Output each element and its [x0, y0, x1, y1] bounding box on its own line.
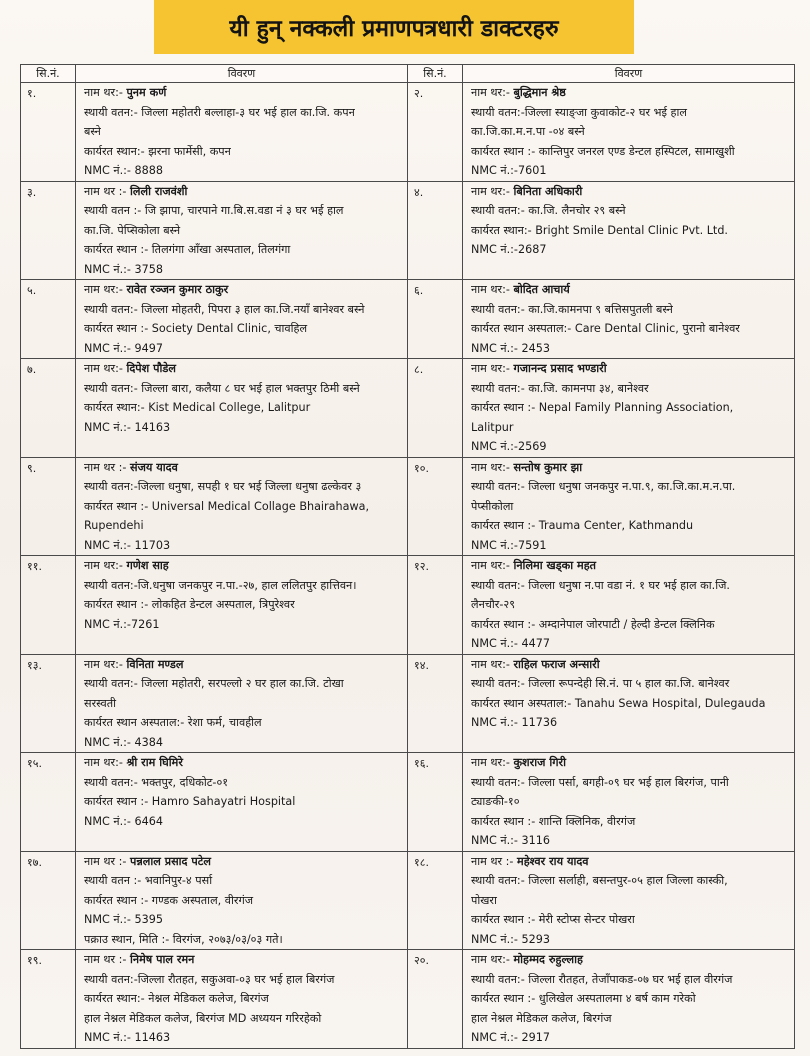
detail-line: कार्यरत स्थान :- Universal Medical Collage Bhairahawa, [84, 499, 370, 513]
doctor-detail [76, 851, 408, 950]
doctor-detail [463, 851, 795, 950]
name-line [471, 655, 790, 675]
doctor-detail [76, 654, 408, 753]
name-line [84, 280, 403, 300]
detail-line: कार्यरत स्थान:- Bright Smile Dental Clinic Pvt. Ltd. [471, 223, 728, 237]
table-row [21, 280, 795, 359]
detail-line: NMC नं.:-2687 [471, 243, 547, 256]
detail-line: NMC नं.:-7601 [471, 164, 547, 177]
detail-line: स्थायी वतन:-जि.धनुषा जनकपुर न.पा.-२७, हाल ललितपुर हात्तिवन। [84, 578, 357, 592]
doctor-name: श्री राम घिमिरे [126, 756, 183, 769]
doctor-name: पुनम कर्ण [126, 86, 167, 99]
doctor-name: रावेत रञ्जन कुमार ठाकुर [126, 283, 229, 296]
doctor-name: संजय यादव [130, 460, 178, 474]
name-line [84, 655, 403, 675]
column-header-detail: विवरण [76, 65, 408, 83]
doctor-name: बिनिता अधिकारी [513, 184, 583, 198]
title-banner [154, 0, 634, 54]
name-label: नाम थर:- [471, 657, 510, 671]
page-title: यी हुन् नक्कली प्रमाणपत्रधारी डाक्टरहरु [229, 16, 559, 42]
detail-line: हाल नेश्नल मेडिकल कलेज, बिरगंज MD अध्ययन गरिरहेको [84, 1011, 322, 1025]
detail-line: स्थायी वतन:- भक्तपुर, दधिकोट-०१ [84, 775, 229, 789]
doctor-detail [463, 753, 795, 852]
name-label: नाम थर:- [471, 184, 510, 198]
detail-line: स्थायी वतन:- जिल्ला मोहतरी, पिपरा ३ हाल का.जि.नयाँ बानेश्वर बस्ने [84, 302, 365, 316]
name-label: नाम थर:- [84, 657, 123, 671]
name-label: नाम थर :- [84, 854, 127, 868]
name-label: नाम थर:- [471, 460, 510, 474]
name-label: नाम थर:- [471, 362, 510, 375]
doctor-table [20, 64, 795, 1049]
doctor-name: सन्तोष कुमार झा [513, 460, 583, 474]
table-row [21, 556, 795, 655]
doctor-detail [76, 753, 408, 852]
detail-line: NMC नं.:-7591 [471, 538, 547, 552]
table-header-row [21, 65, 795, 83]
serial-number: १०. [408, 457, 463, 556]
serial-number: ९. [21, 457, 76, 556]
name-line [84, 556, 403, 576]
name-label: नाम थर:- [84, 86, 123, 99]
table-row [21, 950, 795, 1049]
serial-number: २०. [408, 950, 463, 1049]
detail-line: NMC नं.:- 5293 [471, 932, 550, 946]
doctor-name: विनिता मण्डल [126, 657, 184, 671]
detail-line: सरस्वती [84, 696, 116, 710]
doctor-detail [463, 83, 795, 182]
detail-line: NMC नं.:- 9497 [84, 341, 163, 355]
detail-line: हाल नेश्नल मेडिकल कलेज, बिरगंज [471, 1011, 612, 1025]
serial-number: १३. [21, 654, 76, 753]
name-label: नाम थर :- [84, 460, 127, 474]
doctor-detail [76, 950, 408, 1049]
name-line [471, 280, 790, 300]
detail-line: NMC नं.:- 8888 [84, 164, 163, 177]
serial-number: १२. [408, 556, 463, 655]
detail-line: कार्यरत स्थान :- शान्ति क्लिनिक, वीरगंज [471, 814, 636, 828]
serial-number: १९. [21, 950, 76, 1049]
detail-line: स्थायी वतन:- का.जि.कामनपा ९ बत्तिसपुतली बस्ने [471, 302, 673, 316]
name-line [84, 458, 403, 478]
name-label: नाम थर:- [471, 283, 510, 296]
detail-line: NMC नं.:- 2917 [471, 1031, 550, 1044]
name-label: नाम थर :- [84, 184, 127, 198]
detail-line: स्थायी वतन:-जिल्ला स्याङ्जा कुवाकोट-२ घर भई हाल [471, 105, 687, 119]
doctor-detail [76, 181, 408, 280]
name-label: नाम थर:- [471, 756, 510, 769]
doctor-detail [463, 950, 795, 1049]
name-label: नाम थर:- [471, 559, 510, 572]
serial-number: ८. [408, 359, 463, 458]
detail-line: स्थायी वतन:- जिल्ला महोतरी बल्लाहा-३ घर भई हाल का.जि. कपन [84, 105, 355, 119]
serial-number: १८. [408, 851, 463, 950]
detail-line: ट्याङकी-१० [471, 795, 520, 808]
detail-line: स्थायी वतन:-जिल्ला रौतहत, सकुअवा-०३ घर भई हाल बिरगंज [84, 972, 335, 986]
detail-line: स्थायी वतन:-जिल्ला धनुषा, सपही १ घर भई जिल्ला धनुषा ढल्केवर ३ [84, 480, 362, 493]
doctor-name: कुशराज गिरी [513, 756, 566, 769]
doctor-name: गजानन्द प्रसाद भण्डारी [513, 362, 607, 375]
name-label: नाम थर:- [84, 283, 123, 296]
table-row [21, 457, 795, 556]
detail-line: लैनचौर-२९ [471, 598, 516, 611]
detail-line: कार्यरत स्थान :- मेरी स्टोप्स सेन्टर पोखरा [471, 913, 635, 926]
doctor-detail [463, 556, 795, 655]
detail-line: कार्यरत स्थान:- नेश्नल मेडिकल कलेज, बिरगंज [84, 992, 269, 1005]
serial-number: १६. [408, 753, 463, 852]
detail-line: NMC नं.:- 11463 [84, 1031, 171, 1044]
serial-number: ११. [21, 556, 76, 655]
detail-line: NMC नं.:- 5395 [84, 913, 163, 926]
detail-line: कार्यरत स्थान अस्पताल:- Tanahu Sewa Hospital, Dulegauda [471, 696, 766, 710]
name-line [471, 950, 790, 970]
detail-line: NMC नं.:- 14163 [84, 420, 171, 434]
detail-line: NMC नं.:-7261 [84, 617, 160, 631]
detail-line: NMC नं.:- 3116 [471, 834, 550, 847]
detail-line: स्थायी वतन:- जिल्ला धनुषा न.पा वडा नं. १ घर भई हाल का.जि. [471, 578, 730, 592]
detail-line: कार्यरत स्थान :- Hamro Sahayatri Hospital [84, 795, 296, 808]
detail-line: बस्ने [84, 125, 101, 138]
serial-number: १४. [408, 654, 463, 753]
doctor-name: पन्नलाल प्रसाद पटेल [130, 854, 211, 868]
detail-line: कार्यरत स्थान अस्पताल:- रेशा फर्म, चावहील [84, 716, 262, 729]
doctor-detail [463, 181, 795, 280]
detail-line: कार्यरत स्थान अस्पताल:- Care Dental Clinic, पुरानो बानेश्वर [471, 322, 740, 335]
detail-line: NMC नं.:-2569 [471, 440, 547, 453]
detail-line: NMC नं.:- 11703 [84, 538, 171, 552]
detail-line: पक्राउ स्थान, मिति :- विरगंज, २०७३/०३/०३ गते। [84, 932, 283, 946]
name-label: नाम थर :- [84, 953, 127, 966]
detail-line: NMC नं.:- 4384 [84, 735, 163, 749]
serial-number: ४. [408, 181, 463, 280]
detail-line: स्थायी वतन:- जिल्ला धनुषा जनकपुर न.पा.९, का.जि.का.म.न.पा. [471, 480, 736, 493]
name-line [84, 950, 403, 970]
serial-number: ५. [21, 280, 76, 359]
serial-number: १. [21, 83, 76, 182]
detail-line: स्थायी वतन :- जि झापा, चारपाने गा.बि.स.वडा नं ३ घर भई हाल [84, 204, 344, 217]
doctor-detail [76, 457, 408, 556]
table-row [21, 753, 795, 852]
table-row [21, 359, 795, 458]
doctor-name: निलिमा खड्का महत [513, 559, 597, 572]
detail-line: स्थायी वतन:- जिल्ला महोतरी, सरपल्लो २ घर हाल का.जि. टोखा [84, 677, 344, 690]
serial-number: ७. [21, 359, 76, 458]
name-label: नाम थर :- [471, 854, 514, 868]
name-label: नाम थर:- [84, 362, 123, 375]
detail-line: कार्यरत स्थान :- अम्दानेपाल जोरपाटी / हेल्दी डेन्टल क्लिनिक [471, 617, 715, 631]
serial-number: १७. [21, 851, 76, 950]
doctor-name: मोहम्मद रुहुल्लाह [513, 953, 583, 966]
name-line [471, 556, 790, 576]
detail-line: NMC नं.:- 4477 [471, 637, 550, 650]
detail-line: कार्यरत स्थान :- लोकहित डेन्टल अस्पताल, त्रिपुरेश्वर [84, 598, 295, 611]
doctor-detail [463, 280, 795, 359]
doctor-name: बुद्धिमान श्रेष्ठ [513, 86, 566, 99]
detail-line: स्थायी वतन :- भवानिपुर-४ पर्सा [84, 874, 213, 887]
detail-line: कार्यरत स्थान :- Nepal Family Planning Association, [471, 401, 734, 414]
doctor-name: दिपेश पौडेल [126, 362, 176, 375]
doctor-detail [76, 83, 408, 182]
doctor-detail [76, 556, 408, 655]
doctor-name: निमेष पाल रमन [130, 953, 195, 966]
column-header-sn: सि.नं. [408, 65, 463, 83]
detail-line: कार्यरत स्थान :- गण्डक अस्पताल, वीरगंज [84, 893, 254, 907]
table-row [21, 654, 795, 753]
table-row [21, 851, 795, 950]
name-label: नाम थर:- [471, 86, 510, 99]
serial-number: ३. [21, 181, 76, 280]
detail-line: NMC नं.:- 6464 [84, 814, 163, 828]
doctor-detail [76, 280, 408, 359]
detail-line: स्थायी वतन:- जिल्ला रौतहत, तेजाँपाकड-०७ घर भई हाल वीरगंज [471, 972, 733, 986]
detail-line: कार्यरत स्थान :- धुलिखेल अस्पतालमा ४ बर्ष काम गरेको [471, 992, 696, 1005]
table-row [21, 181, 795, 280]
name-label: नाम थर:- [84, 559, 123, 572]
detail-line: स्थायी वतन:- जिल्ला सर्लाही, बसन्तपुर-०५ हाल जिल्ला कास्की, [471, 874, 728, 887]
doctor-detail [76, 359, 408, 458]
detail-line: कार्यरत स्थान:- Kist Medical College, Lalitpur [84, 401, 311, 414]
detail-line: Rupendehi [84, 519, 144, 532]
detail-line: स्थायी वतन:- जिल्ला बारा, कलैया ८ घर भई हाल भक्तपुर ठिमी बस्ने [84, 381, 360, 395]
name-line [471, 852, 790, 872]
doctor-name: महेश्वर राय यादव [517, 854, 589, 868]
name-line [471, 359, 790, 379]
name-line [84, 753, 403, 773]
column-header-sn: सि.नं. [21, 65, 76, 83]
name-line [84, 852, 403, 872]
detail-line: का.जि.का.म.न.पा -०४ बस्ने [471, 125, 585, 138]
detail-line: कार्यरत स्थान :- कान्तिपुर जनरल एण्ड डेन्टल हस्पिटल, सामाखुशी [471, 144, 735, 158]
name-line [471, 458, 790, 478]
serial-number: १५. [21, 753, 76, 852]
detail-line: कार्यरत स्थान:- झरना फार्मेसी, कपन [84, 144, 231, 158]
detail-line: NMC नं.:- 3758 [84, 262, 163, 276]
detail-line: स्थायी वतन:- का.जि. लैनचोर २९ बस्ने [471, 204, 626, 217]
name-line [84, 359, 403, 379]
name-label: नाम थर:- [84, 756, 123, 769]
doctor-name: राहिल फराज अन्सारी [513, 657, 600, 671]
detail-line: Lalitpur [471, 420, 514, 434]
name-line [471, 83, 790, 103]
name-line [471, 182, 790, 202]
detail-line: का.जि. पेप्सिकोला बस्ने [84, 223, 181, 237]
serial-number: ६. [408, 280, 463, 359]
table-row [21, 83, 795, 182]
detail-line: स्थायी वतन:- जिल्ला रूपन्देही सि.नं. पा ५ हाल का.जि. बानेश्वर [471, 677, 730, 690]
doctor-detail [463, 654, 795, 753]
doctor-name: बोदित आचार्य [513, 283, 570, 296]
column-header-detail: विवरण [463, 65, 795, 83]
detail-line: NMC नं.:- 2453 [471, 341, 550, 355]
doctor-name: लिली राजवंशी [130, 184, 188, 198]
doctor-name: गणेश साह [126, 559, 169, 572]
detail-line: कार्यरत स्थान :- Society Dental Clinic, चावहिल [84, 322, 308, 335]
doctor-detail [463, 457, 795, 556]
name-line [84, 182, 403, 202]
doctor-detail [463, 359, 795, 458]
detail-line: NMC नं.:- 11736 [471, 716, 558, 729]
name-label: नाम थर:- [471, 953, 510, 966]
detail-line: पोखरा [471, 893, 497, 907]
detail-line: कार्यरत स्थान :- तिलगंगा आँखा अस्पताल, तिलगंगा [84, 243, 291, 256]
detail-line: कार्यरत स्थान :- Trauma Center, Kathmandu [471, 519, 694, 532]
detail-line: स्थायी वतन:- का.जि. कामनपा ३४, बानेश्वर [471, 381, 649, 395]
name-line [84, 83, 403, 103]
detail-line: पेप्सीकोला [471, 499, 514, 513]
serial-number: २. [408, 83, 463, 182]
detail-line: स्थायी वतन:- जिल्ला पर्सा, बगही-०९ घर भई हाल बिरगंज, पानी [471, 775, 729, 789]
name-line [471, 753, 790, 773]
